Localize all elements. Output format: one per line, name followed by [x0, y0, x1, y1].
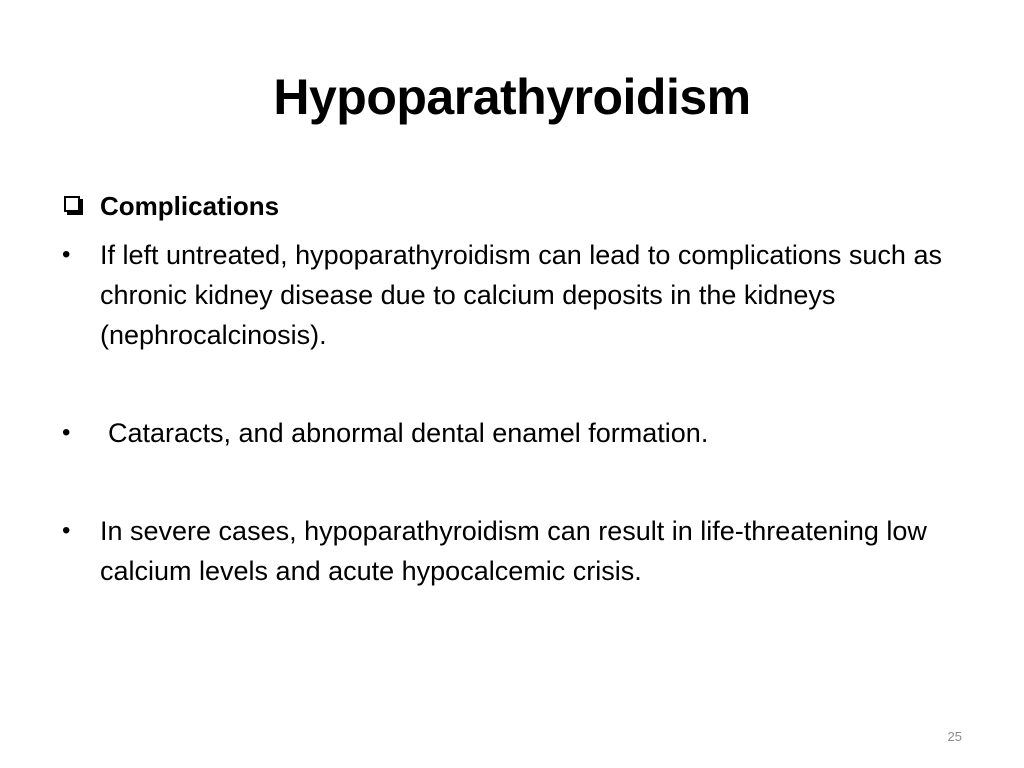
bullet-text: In severe cases, hypoparathyroidism can result in life-threatening low calcium levels and acute hypocalcemic crisis.	[100, 516, 927, 586]
section-heading	[62, 186, 962, 226]
page-number: 25	[947, 729, 962, 744]
list-item	[62, 235, 962, 355]
list-item	[62, 511, 962, 591]
slide-title: Hypoparathyroidism	[273, 69, 751, 125]
section-heading-label: Complications	[100, 191, 280, 221]
bullet-icon: •	[62, 241, 71, 268]
list-item	[62, 413, 962, 453]
bullet-text: If left untreated, hypoparathyroidism can lead to complications such as chronic kidney disease due to calcium deposits in the kidneys (nephrocalcinosis).	[100, 240, 942, 350]
bullet-list	[62, 235, 962, 591]
bullet-text: Cataracts, and abnormal dental enamel formation.	[108, 418, 709, 448]
bullet-icon: •	[62, 419, 71, 446]
checkbox-icon	[64, 196, 80, 212]
bullet-icon: •	[62, 517, 71, 544]
slide-content	[62, 186, 962, 591]
